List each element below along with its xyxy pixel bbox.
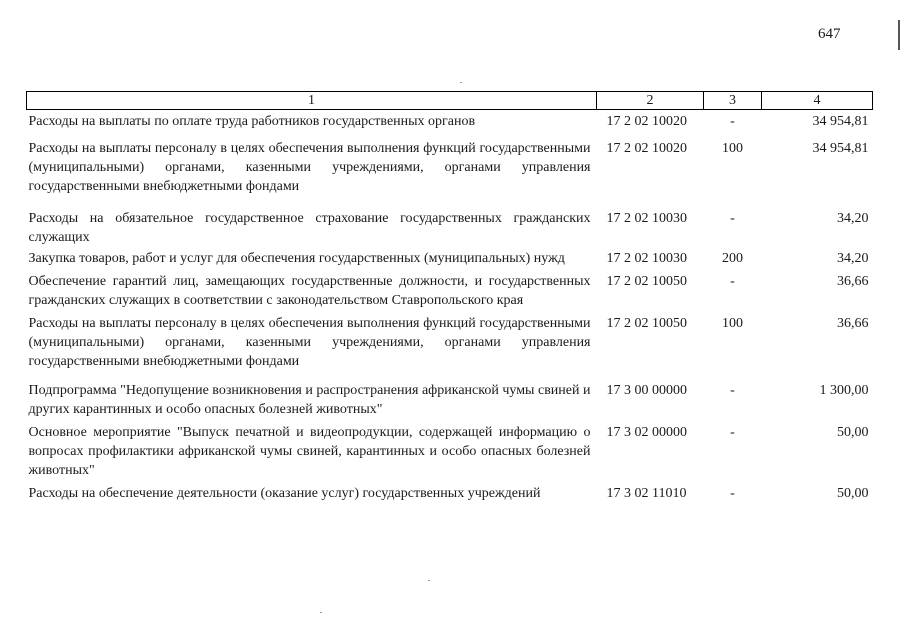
table-row bbox=[27, 310, 873, 371]
row-description: Расходы на выплаты персоналу в целях обеспечения выполнения функций государственными (муниципальными) органами, казенными учреждениями, органами управления государственными внебюджетными фондами bbox=[28, 316, 591, 369]
table-row bbox=[27, 247, 873, 268]
table-row bbox=[27, 110, 873, 132]
row-description: Расходы на обеспечение деятельности (оказание услуг) государственных учреждений bbox=[28, 486, 541, 501]
row-code: 17 2 02 10020 bbox=[606, 114, 687, 129]
budget-table bbox=[26, 91, 873, 503]
row-description: Расходы на выплаты по оплате труда работников государственных органов bbox=[28, 114, 476, 129]
row-description: Подпрограмма "Недопущение возникновения и распространения африканской чумы свиней и других карантинных и особо опасных болезней животных" bbox=[28, 383, 591, 417]
row-amount: 50,00 bbox=[837, 425, 869, 440]
table-row bbox=[27, 196, 873, 247]
scan-speck bbox=[320, 612, 322, 613]
row-type: - bbox=[730, 383, 735, 398]
table-row bbox=[27, 371, 873, 419]
row-description: Обеспечение гарантий лиц, замещающих государственные должности, и государственных гражданских служащих в соответствии с законодательством Ставропольского края bbox=[28, 274, 591, 308]
row-type: 100 bbox=[722, 316, 743, 331]
table-row bbox=[27, 419, 873, 480]
row-amount: 1 300,00 bbox=[819, 383, 869, 398]
row-amount: 50,00 bbox=[837, 486, 869, 501]
scan-speck bbox=[428, 580, 430, 581]
row-description: Расходы на выплаты персоналу в целях обеспечения выполнения функций государственными (муниципальными) органами, казенными учреждениями, органами управления государственными внебюджетными фондами bbox=[28, 141, 591, 194]
row-amount: 36,66 bbox=[837, 316, 869, 331]
row-type: - bbox=[730, 211, 735, 226]
row-code: 17 2 02 10030 bbox=[606, 251, 687, 266]
table-row bbox=[27, 268, 873, 310]
scan-speck bbox=[460, 82, 462, 83]
table-row bbox=[27, 480, 873, 503]
row-code: 17 2 02 10020 bbox=[606, 141, 687, 156]
row-description: Расходы на обязательное государственное страхование государственных гражданских служащих bbox=[28, 211, 591, 245]
row-type: 200 bbox=[722, 251, 743, 266]
row-type: 100 bbox=[722, 141, 743, 156]
header-col-1: 1 bbox=[27, 92, 597, 110]
row-code: 17 2 02 10030 bbox=[606, 211, 687, 226]
row-code: 17 3 00 00000 bbox=[606, 383, 687, 398]
row-amount: 34 954,81 bbox=[812, 141, 869, 156]
row-code: 17 2 02 10050 bbox=[606, 316, 687, 331]
header-col-2: 2 bbox=[597, 92, 704, 110]
row-amount: 36,66 bbox=[837, 274, 869, 289]
row-code: 17 3 02 11010 bbox=[606, 486, 687, 501]
row-amount: 34,20 bbox=[837, 251, 869, 266]
row-amount: 34 954,81 bbox=[812, 114, 869, 129]
row-code: 17 2 02 10050 bbox=[606, 274, 687, 289]
row-type: - bbox=[730, 114, 735, 129]
header-col-4: 4 bbox=[762, 92, 873, 110]
page-number: 647 bbox=[818, 26, 841, 42]
table-header-row bbox=[27, 92, 873, 110]
row-type: - bbox=[730, 486, 735, 501]
row-amount: 34,20 bbox=[837, 211, 869, 226]
table-row bbox=[27, 131, 873, 196]
row-type: - bbox=[730, 274, 735, 289]
row-type: - bbox=[730, 425, 735, 440]
scan-edge-mark bbox=[898, 20, 900, 50]
row-code: 17 3 02 00000 bbox=[606, 425, 687, 440]
row-description: Основное мероприятие "Выпуск печатной и видеопродукции, содержащей информацию о вопросах профилактики африканской чумы свиней, карантинных и особо опасных болезней животных" bbox=[28, 425, 591, 478]
header-col-3: 3 bbox=[704, 92, 762, 110]
row-description: Закупка товаров, работ и услуг для обеспечения государственных (муниципальных) нужд bbox=[28, 251, 565, 266]
